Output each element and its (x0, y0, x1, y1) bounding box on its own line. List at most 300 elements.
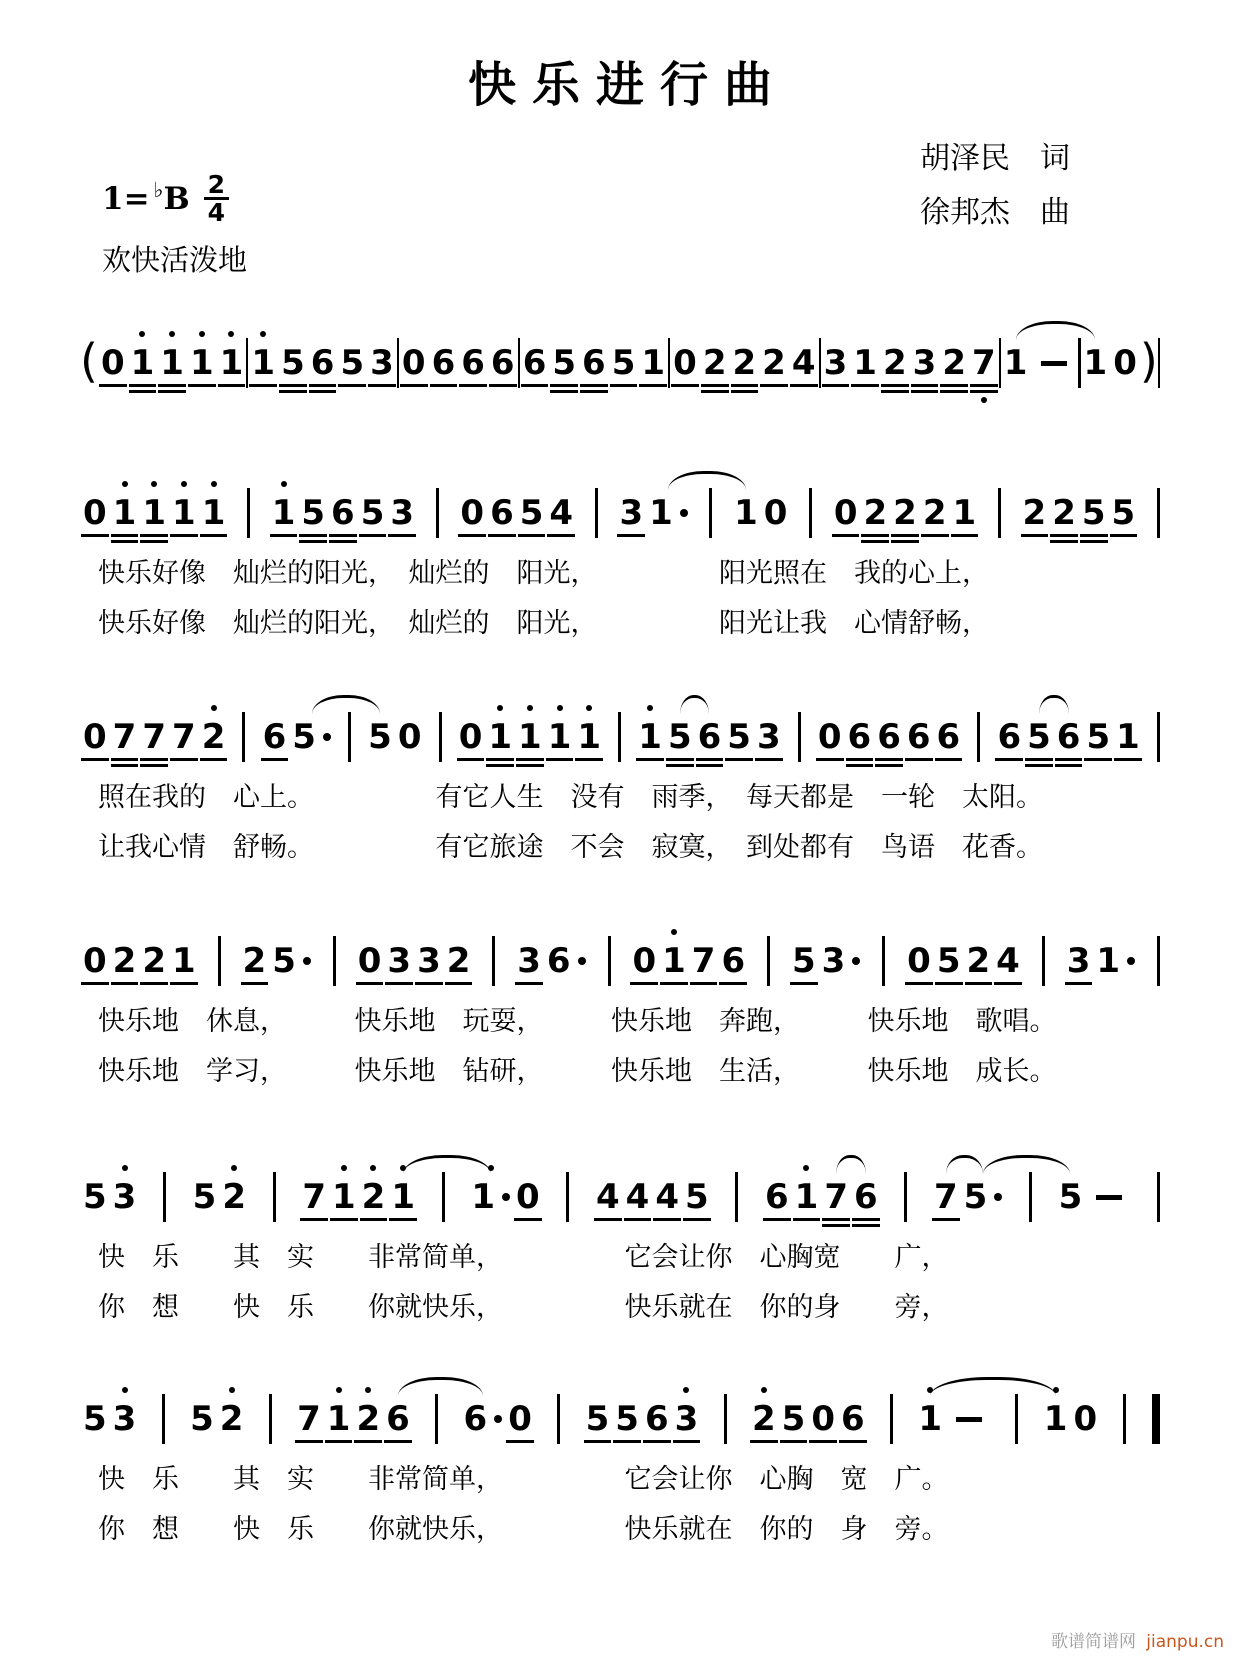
note-2 (444, 941, 474, 981)
note-7 (821, 1177, 851, 1217)
underline-eighth (822, 1218, 850, 1221)
underline-eighth (1080, 534, 1108, 537)
note-digit: 5 (1058, 1177, 1083, 1217)
note-6 (579, 343, 609, 383)
note-digit: 5 (83, 1399, 107, 1439)
measure (670, 343, 818, 383)
underline-eighth (81, 982, 109, 985)
note-digit: 2 (882, 343, 907, 383)
note-1 (638, 343, 668, 383)
measure (915, 1399, 993, 1439)
notes-row (80, 912, 1160, 990)
note-digit: 3 (619, 493, 644, 533)
note-digit: 3 (1066, 941, 1091, 981)
measure (616, 493, 690, 533)
underline-sixteenth (516, 764, 544, 767)
footer (1051, 1627, 1224, 1652)
octave-dot-high (370, 1165, 376, 1171)
note-5 (961, 1177, 1006, 1217)
note-digit: 1 (794, 1177, 819, 1217)
note-digit: 5 (1027, 717, 1051, 757)
note-digit: 1 (547, 717, 572, 757)
note-digit: 6 (906, 717, 931, 757)
rest-note (456, 717, 486, 757)
music-line (80, 464, 1160, 642)
note-digit: 0 (397, 717, 422, 757)
underline-eighth (261, 758, 289, 761)
note-digit: 5 (684, 1177, 709, 1217)
underline-eighth (338, 384, 366, 387)
note-digit: 0 (83, 493, 107, 533)
dash-glyph (956, 1417, 982, 1422)
note-1 (128, 343, 158, 383)
barline (1157, 488, 1160, 538)
underline-eighth (935, 758, 963, 761)
note-3 (616, 493, 646, 533)
note-digit: 0 (460, 493, 485, 533)
note-digit: 1 (734, 493, 758, 533)
dash-note (945, 1399, 993, 1439)
note-digit: 5 (292, 717, 316, 757)
underline-sixteenth (140, 540, 168, 543)
note-6 (488, 343, 518, 383)
underline-sixteenth (1025, 764, 1053, 767)
note-digit: 2 (863, 493, 888, 533)
dash-note (1085, 1177, 1133, 1217)
note-digit: 2 (966, 941, 991, 981)
barline (735, 1172, 738, 1222)
underline-eighth (360, 1218, 388, 1221)
note-5 (365, 717, 395, 757)
note-3 (514, 941, 544, 981)
note-2 (353, 1399, 383, 1439)
dash-glyph (1041, 361, 1067, 366)
underline-eighth (921, 534, 949, 537)
note-digit: 1 (471, 1177, 495, 1217)
underline-eighth (389, 1218, 417, 1221)
augmentation-dot (1127, 957, 1135, 965)
barline (904, 1172, 907, 1222)
note-6 (328, 493, 358, 533)
note-6 (851, 1177, 881, 1217)
dash-note (1030, 343, 1078, 383)
barline (618, 712, 621, 762)
underline-eighth (506, 1440, 534, 1443)
barline (767, 936, 770, 986)
note-6 (458, 343, 488, 383)
note-6 (994, 717, 1024, 757)
note-digit: 5 (368, 717, 392, 757)
note-digit: 0 (811, 1399, 836, 1439)
note-digit: 0 (907, 941, 931, 981)
underline-eighth (852, 1218, 880, 1221)
barline (435, 1394, 438, 1444)
note-1 (950, 493, 980, 533)
measure (1041, 1399, 1100, 1439)
note-7 (689, 941, 719, 981)
underline-eighth (965, 982, 993, 985)
note-3 (367, 343, 397, 383)
note-digit: 6 (644, 1399, 669, 1439)
note-digit: 2 (893, 493, 917, 533)
underline-eighth (1084, 758, 1112, 761)
parenthesis: ( (80, 334, 98, 388)
octave-dot-high (228, 331, 234, 337)
note-2 (700, 343, 730, 383)
note-5 (1109, 493, 1139, 533)
measure (821, 343, 999, 383)
note-5 (1024, 717, 1054, 757)
note-4 (546, 493, 576, 533)
note-5 (278, 343, 308, 383)
note-digit: 5 (519, 493, 544, 533)
augmentation-dot (323, 733, 331, 741)
underline-sixteenth (329, 540, 357, 543)
underline-eighth (368, 384, 396, 387)
notes-row (80, 464, 1160, 542)
note-digit: 1 (201, 493, 226, 533)
underline-eighth (617, 534, 645, 537)
barline (492, 936, 495, 986)
octave-dot-high (122, 481, 128, 487)
header (0, 0, 1240, 300)
note-1 (915, 1399, 945, 1439)
note-digit: 6 (582, 343, 606, 383)
underline-eighth (696, 758, 724, 761)
note-digit: 5 (1086, 717, 1111, 757)
note-digit: 6 (936, 717, 961, 757)
note-1 (110, 493, 140, 533)
composer-credit: 徐邦杰 曲 (920, 196, 1070, 229)
note-digit: 1 (1096, 941, 1121, 981)
underline-eighth (200, 758, 228, 761)
rest-note (80, 717, 110, 757)
note-digit: 1 (251, 343, 276, 383)
barline (709, 488, 712, 538)
underline-sixteenth (299, 540, 327, 543)
rest-note (395, 717, 425, 757)
note-6 (838, 1399, 868, 1439)
note-1 (545, 717, 575, 757)
underline-eighth (521, 384, 549, 387)
note-digit: 7 (172, 717, 196, 757)
note-digit: 5 (301, 493, 326, 533)
note-1 (485, 717, 515, 757)
underline-eighth (970, 384, 998, 387)
tempo-marking: 欢快活泼地 (102, 245, 248, 277)
note-digit: 2 (1022, 493, 1047, 533)
underline-eighth (1021, 534, 1049, 537)
underline-sixteenth (881, 390, 909, 393)
note-digit: 0 (1073, 1399, 1098, 1439)
barline (333, 936, 336, 986)
underline-eighth (385, 982, 413, 985)
underline-eighth (111, 758, 139, 761)
note-3 (384, 941, 414, 981)
note-digit: 2 (762, 343, 786, 383)
underline-eighth (516, 758, 544, 761)
note-digit: 5 (83, 1177, 107, 1217)
lyricist-credit: 胡泽民 词 (920, 142, 1070, 175)
underline-eighth (1055, 758, 1083, 761)
underline-eighth (701, 384, 729, 387)
note-digit: 6 (764, 1177, 789, 1217)
underline-eighth (822, 384, 850, 387)
underline-eighth (780, 1440, 808, 1443)
note-digit: 6 (463, 1399, 488, 1439)
octave-dot-high (199, 331, 205, 337)
rest-note (513, 1177, 543, 1217)
underline-sixteenth (731, 390, 759, 393)
lyrics-row: 你 想 快 乐 你就快乐， 快乐就在 你的 身 旁。 (98, 1514, 949, 1544)
note-1 (1081, 343, 1111, 383)
note-3 (672, 1399, 702, 1439)
note-digit: 2 (922, 493, 947, 533)
note-digit: 1 (853, 343, 877, 383)
underline-eighth (445, 982, 473, 985)
underline-eighth (158, 384, 186, 387)
score (0, 314, 1240, 1548)
note-1 (1113, 717, 1143, 757)
underline-eighth (719, 982, 747, 985)
note-2 (860, 493, 890, 533)
note-1 (388, 1177, 418, 1217)
note-6 (874, 717, 904, 757)
note-digit: 1 (649, 493, 673, 533)
note-digit: 1 (189, 343, 214, 383)
music-line (80, 314, 1160, 392)
underline-eighth (763, 1218, 791, 1221)
note-6 (934, 717, 964, 757)
underline-sixteenth (1080, 540, 1108, 543)
note-digit: 1 (952, 493, 977, 533)
note-digit: 7 (933, 1177, 958, 1217)
barline (1152, 1394, 1160, 1444)
underline-eighth (547, 534, 575, 537)
note-2 (939, 343, 969, 383)
octave-dot-high (139, 331, 145, 337)
note-digit: 3 (112, 1177, 137, 1217)
rest-note (80, 493, 110, 533)
barline (269, 1394, 272, 1444)
note-digit: 2 (201, 717, 226, 757)
note-digit: 5 (611, 343, 636, 383)
underline-eighth (580, 384, 608, 387)
octave-dot-high (647, 705, 653, 711)
octave-dot-high (803, 1165, 809, 1171)
octave-dot-high (260, 331, 266, 337)
augmentation-dot (502, 1193, 510, 1201)
note-digit: 2 (356, 1399, 381, 1439)
rest-note (399, 343, 429, 383)
note-2 (139, 941, 169, 981)
note-digit: 3 (112, 1399, 137, 1439)
underline-eighth (249, 384, 277, 387)
note-3 (819, 941, 864, 981)
underline-sixteenth (891, 540, 919, 543)
note-1 (217, 343, 247, 383)
underline-eighth (270, 534, 298, 537)
octave-dot-high (229, 1387, 235, 1393)
note-digit: 0 (632, 941, 657, 981)
note-digit: 6 (490, 493, 514, 533)
note-digit: 5 (281, 343, 305, 383)
note-digit: 4 (625, 1177, 650, 1217)
note-6 (383, 1399, 413, 1439)
underline-eighth (295, 1440, 323, 1443)
underline-sixteenth (940, 390, 968, 393)
note-digit: 0 (515, 1177, 540, 1217)
octave-dot-high (527, 705, 533, 711)
note-digit: 1 (638, 717, 662, 757)
lyrics-row: 快 乐 其 实 非常简单， 它会让你 心胸宽 广， (98, 1242, 949, 1272)
underline-eighth (755, 758, 783, 761)
underline-sixteenth (309, 390, 337, 393)
barline (1123, 1394, 1126, 1444)
octave-dot-high (336, 1387, 342, 1393)
note-1 (659, 941, 689, 981)
barline (273, 1172, 276, 1222)
note-5 (665, 717, 695, 757)
underline-eighth (99, 384, 127, 387)
note-6 (904, 717, 934, 757)
note-3 (110, 1177, 140, 1217)
note-6 (461, 1399, 506, 1439)
underline-eighth (81, 758, 109, 761)
underline-eighth (630, 982, 658, 985)
note-1 (187, 343, 217, 383)
measure (1064, 941, 1138, 981)
barline (724, 1394, 727, 1444)
barline (557, 1394, 560, 1444)
underline-eighth (550, 384, 578, 387)
lyrics-row: 快乐好像 灿烂的阳光， 灿烂的 阳光， 阳光让我 心情舒畅， (98, 608, 989, 638)
note-digit: 1 (142, 493, 167, 533)
underline-sixteenth (486, 764, 514, 767)
note-digit: 3 (370, 343, 394, 383)
underline-eighth (911, 384, 939, 387)
footer-site-name: 歌谱简谱网 (1051, 1632, 1137, 1651)
underline-eighth (636, 758, 664, 761)
underline-eighth (832, 534, 860, 537)
note-5 (187, 1399, 217, 1439)
underline-eighth (594, 1218, 622, 1221)
barline (218, 936, 221, 986)
measure (457, 493, 576, 533)
underline-eighth (790, 982, 818, 985)
note-7 (139, 717, 169, 757)
note-digit: 6 (431, 343, 456, 383)
measure (789, 941, 863, 981)
note-1 (269, 493, 299, 533)
rest-note (457, 493, 487, 533)
underline-sixteenth (911, 390, 939, 393)
underline-eighth (643, 1440, 671, 1443)
note-5 (724, 717, 754, 757)
note-digit: 4 (655, 1177, 679, 1217)
note-digit: 2 (142, 941, 167, 981)
note-7 (169, 717, 199, 757)
note-digit: 6 (331, 493, 355, 533)
note-2 (217, 1399, 247, 1439)
measure (294, 1399, 413, 1439)
measure (80, 1399, 139, 1439)
barline (1029, 1172, 1032, 1222)
measure (248, 343, 396, 383)
measure (583, 1399, 702, 1439)
note-digit: 1 (271, 493, 296, 533)
note-1 (635, 717, 665, 757)
note-5 (1083, 717, 1113, 757)
note-5 (337, 343, 367, 383)
barline (439, 712, 442, 762)
note-2 (219, 1177, 249, 1217)
note-digit: 6 (721, 941, 746, 981)
notes-row (80, 688, 1160, 766)
note-digit: 1 (1043, 1399, 1068, 1439)
note-digit: 3 (912, 343, 937, 383)
note-6 (642, 1399, 672, 1439)
underline-eighth (584, 1440, 612, 1443)
measure (731, 493, 790, 533)
note-7 (931, 1177, 961, 1217)
octave-dot-high (683, 1387, 689, 1393)
underline-eighth (309, 384, 337, 387)
note-digit: 4 (791, 343, 816, 383)
note-5 (583, 1399, 613, 1439)
underline-eighth (935, 982, 963, 985)
underline-eighth (861, 534, 889, 537)
key-signature (102, 172, 229, 225)
underline-sixteenth (970, 390, 998, 393)
barline (442, 1172, 445, 1222)
note-digit: 6 (847, 717, 872, 757)
octave-dot-high (671, 929, 677, 935)
barline (798, 712, 801, 762)
note-5 (779, 1399, 809, 1439)
note-digit: 2 (112, 941, 137, 981)
note-2 (1049, 493, 1079, 533)
rest-note (98, 343, 128, 383)
note-digit: 0 (508, 1399, 532, 1439)
footer-site-link[interactable]: jianpu.cn (1146, 1632, 1224, 1652)
note-digit: 5 (552, 343, 577, 383)
note-digit: 5 (791, 941, 816, 981)
underline-eighth (140, 534, 168, 537)
underline-sixteenth (279, 390, 307, 393)
key-prefix: 1= (102, 180, 150, 217)
note-2 (749, 1399, 779, 1439)
time-signature (204, 172, 229, 225)
note-5 (289, 717, 334, 757)
measure (468, 1177, 542, 1217)
note-digit: 7 (691, 941, 716, 981)
note-digit: 1 (488, 717, 513, 757)
note-5 (358, 493, 388, 533)
underline-sixteenth (158, 390, 186, 393)
note-digit: 2 (752, 1399, 776, 1439)
measure (514, 941, 588, 981)
note-digit: 3 (387, 941, 412, 981)
underline-eighth (325, 1440, 353, 1443)
underline-eighth (725, 758, 753, 761)
underline-eighth (140, 982, 168, 985)
note-digit: 5 (1111, 493, 1136, 533)
note-digit: 3 (517, 941, 541, 981)
note-digit: 1 (172, 493, 196, 533)
note-6 (260, 717, 290, 757)
underline-eighth (666, 758, 694, 761)
